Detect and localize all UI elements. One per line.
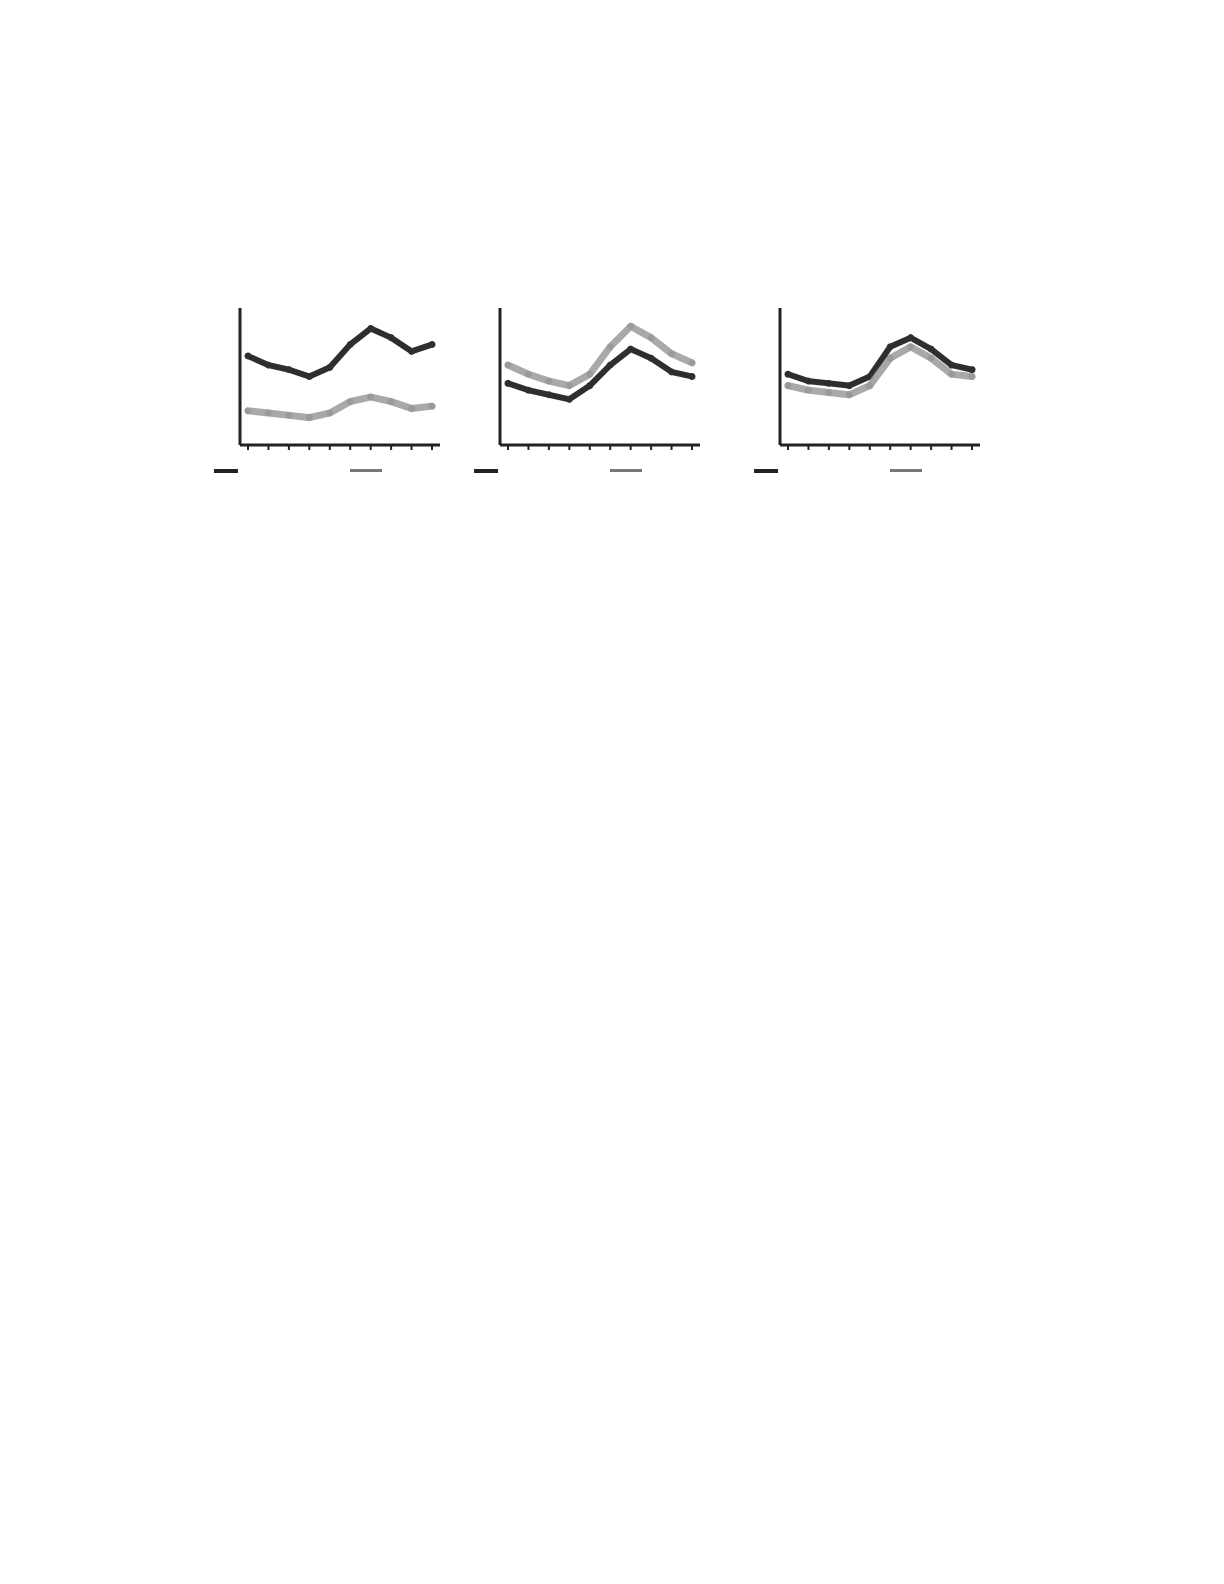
data-point bbox=[429, 341, 436, 348]
data-point bbox=[785, 371, 792, 378]
running-head bbox=[600, 100, 1030, 118]
series-line-1 bbox=[248, 397, 432, 418]
data-point bbox=[525, 371, 532, 378]
data-point bbox=[545, 378, 552, 385]
data-point bbox=[367, 394, 374, 401]
data-point bbox=[969, 366, 976, 373]
data-point bbox=[326, 410, 333, 417]
data-point bbox=[668, 368, 675, 375]
data-point bbox=[928, 346, 935, 353]
data-point bbox=[326, 364, 333, 371]
data-point bbox=[887, 355, 894, 362]
axis-bar-right bbox=[350, 469, 382, 472]
data-point bbox=[607, 362, 614, 369]
data-point bbox=[825, 380, 832, 387]
data-point bbox=[505, 362, 512, 369]
series-line-0 bbox=[248, 329, 432, 377]
data-point bbox=[566, 382, 573, 389]
data-point bbox=[525, 387, 532, 394]
axis-bar-left bbox=[214, 469, 238, 473]
axis-bar-right bbox=[610, 469, 642, 472]
body-text bbox=[214, 600, 1030, 693]
data-point bbox=[627, 323, 634, 330]
data-point bbox=[928, 355, 935, 362]
data-point bbox=[545, 391, 552, 398]
data-point bbox=[607, 343, 614, 350]
data-point bbox=[825, 389, 832, 396]
data-point bbox=[785, 382, 792, 389]
series-line-0 bbox=[788, 338, 972, 386]
data-point bbox=[388, 398, 395, 405]
panel-label bbox=[754, 245, 994, 265]
data-point bbox=[566, 396, 573, 403]
axis-bar-right bbox=[890, 469, 922, 472]
data-point bbox=[907, 343, 914, 350]
data-point bbox=[306, 373, 313, 380]
body-paragraph bbox=[214, 662, 1030, 689]
figure-title bbox=[250, 178, 990, 226]
data-point bbox=[887, 343, 894, 350]
data-point bbox=[388, 334, 395, 341]
data-point bbox=[668, 350, 675, 357]
data-point bbox=[846, 382, 853, 389]
body-paragraph bbox=[214, 631, 1030, 658]
data-point bbox=[265, 410, 272, 417]
data-point bbox=[948, 362, 955, 369]
chart-panel-c bbox=[754, 300, 994, 485]
data-point bbox=[805, 387, 812, 394]
data-point bbox=[805, 378, 812, 385]
data-point bbox=[285, 366, 292, 373]
figure-panel-c bbox=[754, 245, 994, 485]
data-point bbox=[948, 371, 955, 378]
data-point bbox=[689, 359, 696, 366]
chart-panel-b bbox=[474, 300, 714, 485]
data-point bbox=[367, 325, 374, 332]
panel-label bbox=[214, 245, 454, 265]
data-point bbox=[907, 334, 914, 341]
data-point bbox=[866, 382, 873, 389]
data-point bbox=[408, 348, 415, 355]
series-line-1 bbox=[788, 347, 972, 395]
data-point bbox=[285, 412, 292, 419]
panel-label bbox=[474, 245, 714, 265]
data-point bbox=[245, 407, 252, 414]
data-point bbox=[586, 371, 593, 378]
chart-panel-a bbox=[214, 300, 454, 485]
data-point bbox=[969, 373, 976, 380]
page-number bbox=[960, 1432, 1030, 1452]
data-point bbox=[648, 355, 655, 362]
data-point bbox=[689, 373, 696, 380]
data-point bbox=[408, 405, 415, 412]
axis-bar-left bbox=[754, 469, 778, 473]
figure-panel-a bbox=[214, 245, 454, 485]
data-point bbox=[429, 403, 436, 410]
data-point bbox=[505, 380, 512, 387]
data-point bbox=[347, 398, 354, 405]
data-point bbox=[245, 352, 252, 359]
data-point bbox=[846, 391, 853, 398]
data-point bbox=[306, 414, 313, 421]
data-point bbox=[648, 334, 655, 341]
figure-panel-b bbox=[474, 245, 714, 485]
figure-source-note bbox=[214, 512, 1030, 552]
body-paragraph bbox=[214, 600, 1030, 627]
data-point bbox=[586, 382, 593, 389]
data-point bbox=[265, 362, 272, 369]
axis-bar-left bbox=[474, 469, 498, 473]
data-point bbox=[347, 341, 354, 348]
data-point bbox=[627, 346, 634, 353]
